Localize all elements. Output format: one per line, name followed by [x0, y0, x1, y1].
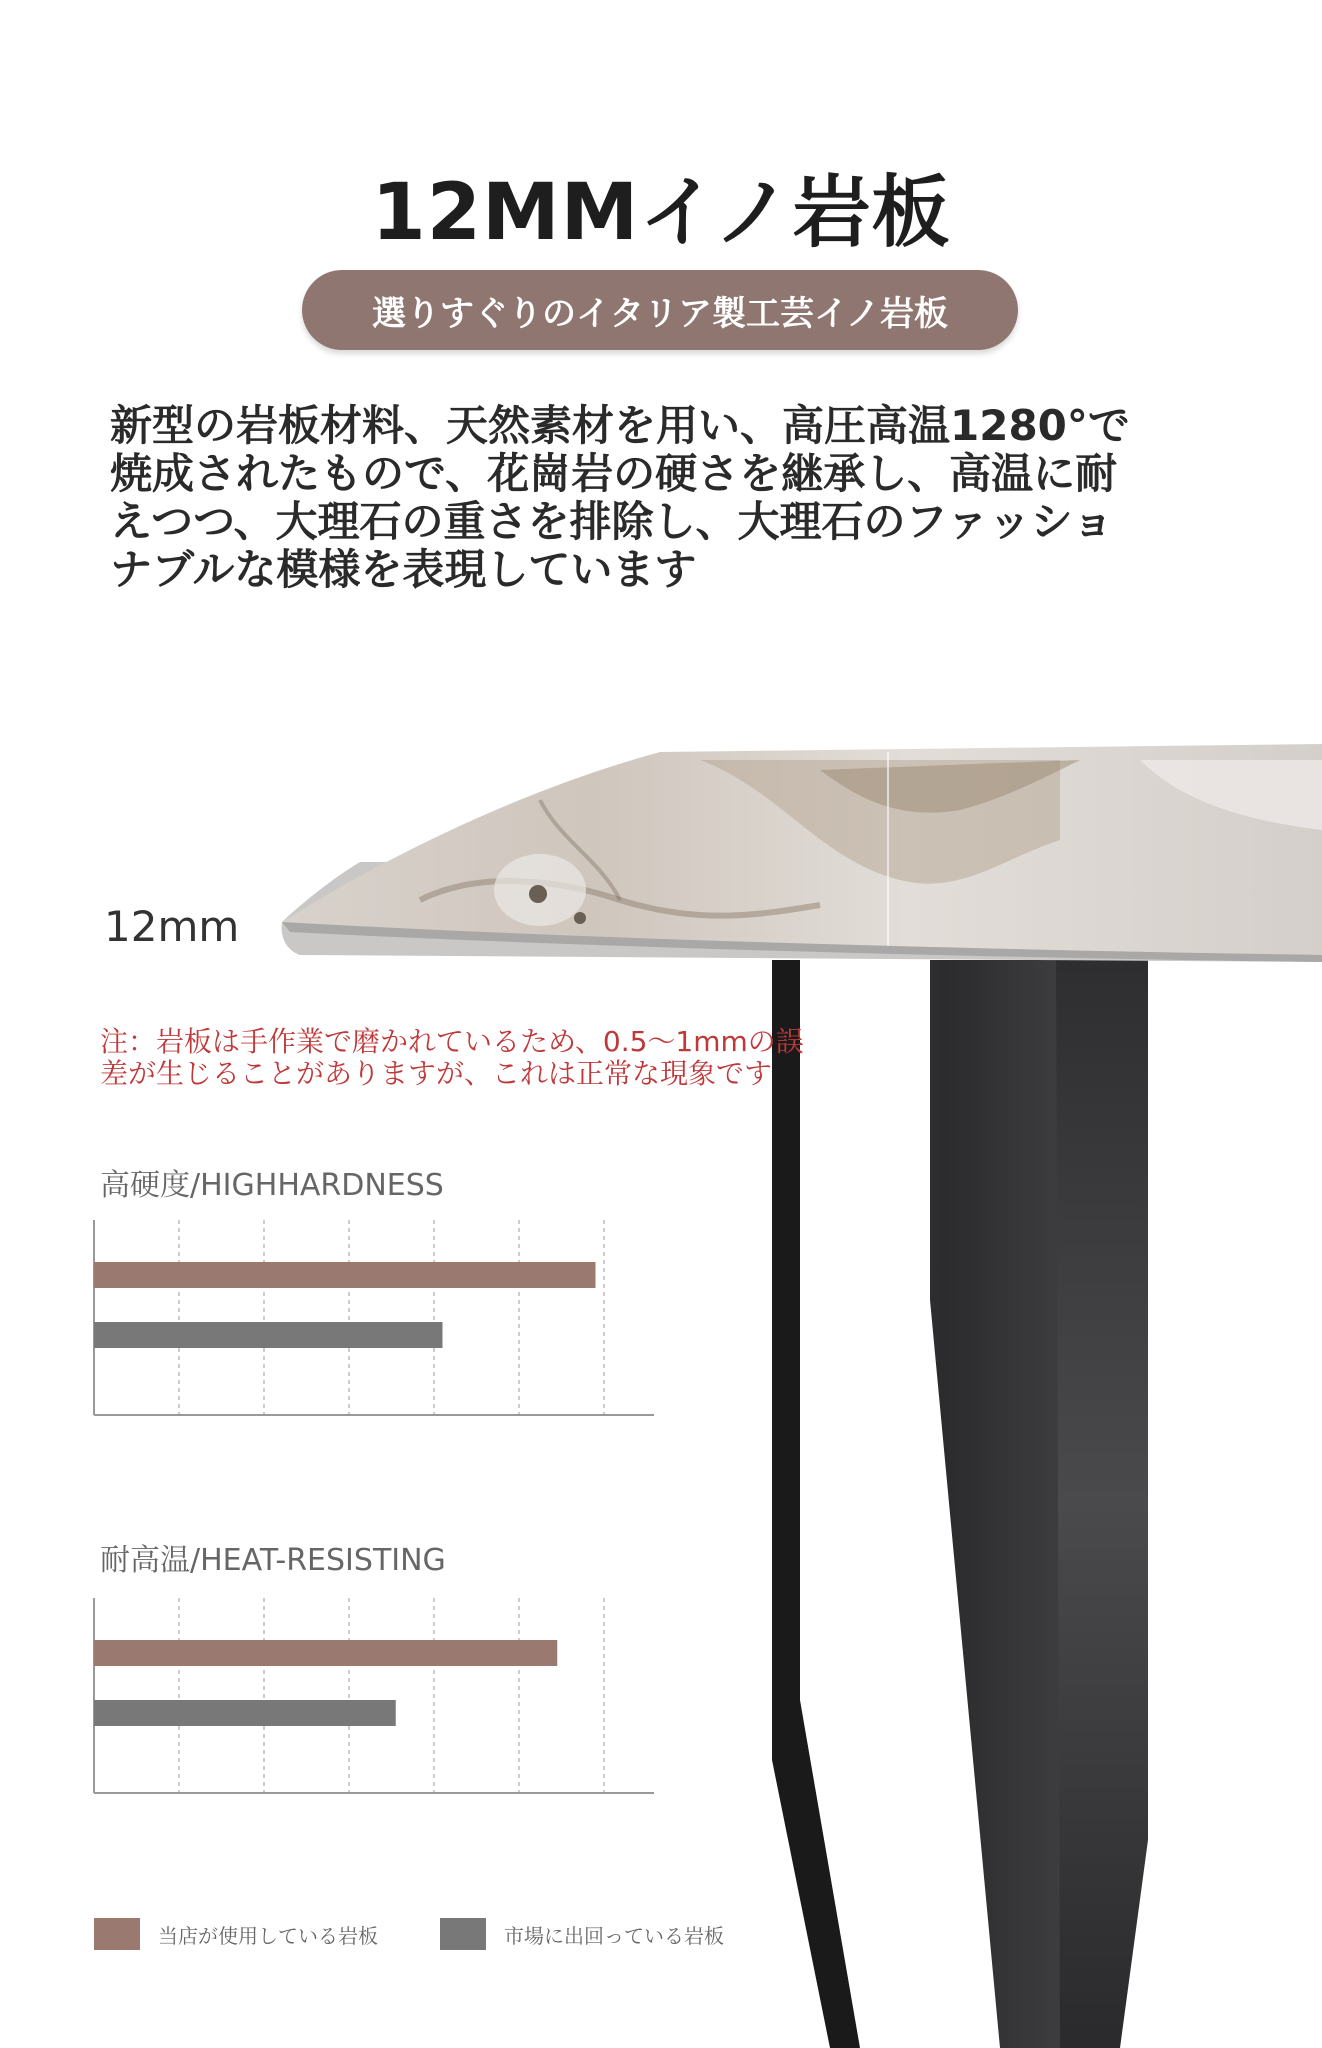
legend-label-own: 当店が使用している岩板: [158, 1923, 378, 1948]
legend-item-market: [440, 1918, 724, 1950]
legend-swatch-own: [94, 1918, 140, 1950]
bar-own-slab: [94, 1262, 596, 1288]
page-title: 12MMイノ岩板: [371, 168, 951, 258]
subtitle-text: 選りすぐりのイタリア製工芸イノ岩板: [372, 293, 948, 334]
stone-slab: [282, 744, 1322, 955]
chart-heat-resisting: [80, 1598, 680, 1808]
intro-paragraph: 新型の岩板材料、天然素材を用い、高圧高温1280°で 焼成されたもので、花崗岩の硬さを継承し、高温に耐 えつつ、大理石の重さを排除し、大理石のファッショ ナブルな模様を表現しています: [110, 401, 1130, 594]
legend-swatch-market: [440, 1918, 486, 1950]
tolerance-note: 注：岩板は手作業で磨かれているため、0.5〜1mmの誤 差が生じることがありますが、これは正常な現象です: [100, 1025, 804, 1090]
chart-hardness: [80, 1220, 680, 1430]
chart-title-heat: 耐高温/HEAT-RESISTING: [100, 1543, 446, 1578]
chart-title-hardness: 高硬度/HIGHHARDNESS: [100, 1168, 444, 1203]
legend-item-own: [94, 1918, 378, 1950]
thickness-label: 12mm: [104, 902, 240, 951]
pedestal-leg: [772, 960, 1148, 2048]
bar-market-slab: [94, 1700, 396, 1726]
chart-legend: [94, 1918, 786, 1950]
bar-own-slab: [94, 1640, 557, 1666]
legend-label-market: 市場に出回っている岩板: [504, 1923, 724, 1948]
bar-market-slab: [94, 1322, 443, 1348]
